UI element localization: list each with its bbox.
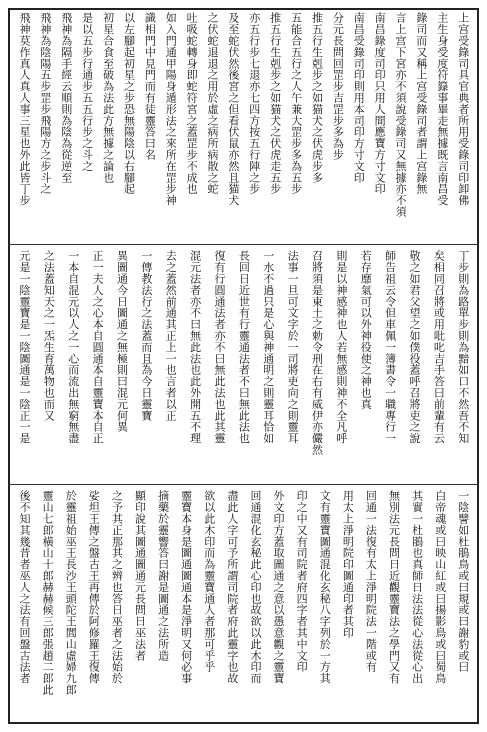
text-column: 回通混化玄秘此心印也故欲以此木印而 bbox=[248, 490, 262, 684]
text-band-upper bbox=[14, 12, 473, 240]
text-column: 若存靡氣可以外神役使之神也真 bbox=[359, 250, 373, 410]
text-column: 文有靈寶圖通混化玄秘八字列於一方其 bbox=[318, 490, 332, 684]
text-column: 用太上淨明院印圖通印者其印 bbox=[341, 490, 355, 639]
text-column: 復有行圓通法者亦不曰無此法也此其靈 bbox=[213, 250, 226, 444]
text-column: 於靈祖始巫王長沙王頭陀王閭山虛婦九郎 bbox=[64, 490, 78, 696]
text-column: 顯印說其圖通圖通元長問日巫法者 bbox=[133, 490, 147, 661]
text-column: 推五行生剋步之如猫犬之伏虎走五步 bbox=[268, 12, 282, 195]
text-column: 之伏蛇退退之用於虛之病所病散之蛇 bbox=[206, 12, 220, 195]
text-column: 及至蛇伏然後宮之但看伏鼠亦然且猫犬 bbox=[226, 12, 240, 206]
text-column: 正一夫人之心本自圓通本自靈寶本自正 bbox=[91, 250, 105, 444]
text-column: 矣相同召將或用吡叱吉手答曰前輩有云 bbox=[432, 250, 446, 444]
text-column: 飛神為隔手經云順則為陰為從逆至 bbox=[59, 12, 73, 183]
text-column: 亦五行步七退亦七四方按五行陣之步 bbox=[247, 12, 261, 195]
text-column: 南昌錄度司印只用人間應寶方寸文印 bbox=[373, 12, 387, 195]
text-column: 敬之如君父望之如僕役蓋呼召將吏之說 bbox=[408, 250, 421, 444]
text-column: 靈寶本身是圖通圖通本是淨明又何必事 bbox=[179, 490, 193, 684]
text-column: 飛神為陰陽五步罡步飛陽方之步斗之 bbox=[38, 12, 52, 195]
text-column: 摘藥於靈響答曰謝是圖通之法所造 bbox=[156, 490, 170, 661]
text-column: 欲以此木印而為靈寶通人者那可乎乎 bbox=[202, 490, 216, 673]
text-column: 印之中又有司院者府四字者其中文印 bbox=[295, 490, 309, 673]
text-column: 識相門中見門而有徒靈答曰名 bbox=[143, 12, 157, 161]
text-column: 丁步則為路單步則為黯如口不然吾不知 bbox=[456, 250, 470, 444]
text-column: 如入門通甲陽身遁形法之來所在罡步神 bbox=[164, 12, 178, 206]
text-column: 去之蓋然前通其正上一也言者以正 bbox=[164, 250, 178, 421]
text-column: 上宫受錄司具官典者所用受錄司印卸佛 bbox=[456, 12, 470, 206]
text-column: 主生身受度符籙事畢走無據既言南昌受 bbox=[435, 12, 449, 206]
text-column: 五能合五行之人午兼大罡步多為五步 bbox=[289, 12, 303, 195]
text-column: 異圖通今日圖通之無極則曰混元何異 bbox=[115, 250, 129, 433]
text-column: 後不知其幾昔者巫人之法有回盤古法者 bbox=[18, 490, 31, 684]
text-column: 飛神莫作真人真人事三星也外此皆丁步 bbox=[18, 12, 31, 206]
text-column: 法事一旦可文字於一司將吏向之則靈耳 bbox=[286, 250, 300, 444]
text-column: 白帝魂或曰映山紅或曰揚影鳥或曰蜀鳥 bbox=[433, 490, 447, 684]
text-column: 元是一陰靈寶是一陰圖通是一陰正一是 bbox=[18, 250, 31, 444]
text-column: 其實一杜鵑也真師日法法從心法從心出 bbox=[410, 490, 424, 684]
text-column: 無別法元長問日近觀靈寶法之學門又有 bbox=[387, 490, 401, 684]
text-column: 分元長問回罡步吉罡步多為步 bbox=[331, 12, 345, 161]
text-column: 回通一法復有太上淨明院法一階或有 bbox=[364, 490, 378, 673]
text-column: 混元法者亦不曰無此法也此外開五不理 bbox=[188, 250, 202, 444]
text-column: 召將須是東土之勅令刑在右有威伊亦儼然 bbox=[310, 250, 324, 456]
text-column: 靈山七郎橫山十郎赫赫候三郎張趙二郎此 bbox=[41, 490, 55, 696]
text-column: 錄司而又稱上宫受錄司者謂上宫錄無 bbox=[414, 12, 428, 195]
text-column: 之予其正那其之辨也答日巫者之法始於 bbox=[110, 490, 124, 684]
text-column: 一陰譬如杜鵑鳥或曰規或曰謝豹或曰 bbox=[456, 490, 470, 673]
text-column: 一本自混元以人之一心而流出無窮無盡 bbox=[66, 250, 80, 444]
text-column: 推五行生剋步之如猫犬之伏虎步多 bbox=[310, 12, 324, 183]
text-column: 一傳教法行之法蓋而且為今日靈寶 bbox=[139, 250, 153, 421]
band-divider-lower bbox=[8, 484, 479, 485]
text-column: 言上宫下宮亦不須說受錄司又無據亦不須 bbox=[394, 12, 408, 218]
text-column: 以左腳起初星之步恐無陽陰以右腳起 bbox=[122, 12, 136, 195]
text-column: 娑坦王傳之盤古王再傳於阿修羅王復傳 bbox=[87, 490, 101, 684]
text-column: 外文印方蓋取圖通之意以愚意觀之靈寶 bbox=[272, 490, 286, 684]
text-column: 之法蓋知天之一炁生育萬物也而又 bbox=[42, 250, 56, 421]
text-band-lower bbox=[14, 490, 473, 720]
text-column: 吐吸蛇轉身即蛇符宮之蓋罡步不成也 bbox=[185, 12, 199, 195]
text-column: 則是以神感神也人若無感則神不全凡呼 bbox=[334, 250, 348, 444]
text-column: 南昌受錄司印則用本司印方寸文印 bbox=[352, 12, 366, 183]
text-column: 師告祖云令但車佩一簿書令一職專行一 bbox=[383, 250, 397, 444]
text-column: 是以五步行通步五五行步之斗之 bbox=[80, 12, 94, 172]
text-band-middle bbox=[14, 250, 473, 480]
text-column: 初星合食至破為法此方無據之論也 bbox=[101, 12, 115, 183]
text-column: 一水不過只是心與神通明之則靈耳恰如 bbox=[261, 250, 275, 444]
band-divider-upper bbox=[8, 244, 479, 245]
text-column: 盡此人字可予所謂司院者府此靈字也故 bbox=[225, 490, 239, 684]
text-column: 長回日近世有行靈通法者不曰無此法也 bbox=[237, 250, 251, 444]
